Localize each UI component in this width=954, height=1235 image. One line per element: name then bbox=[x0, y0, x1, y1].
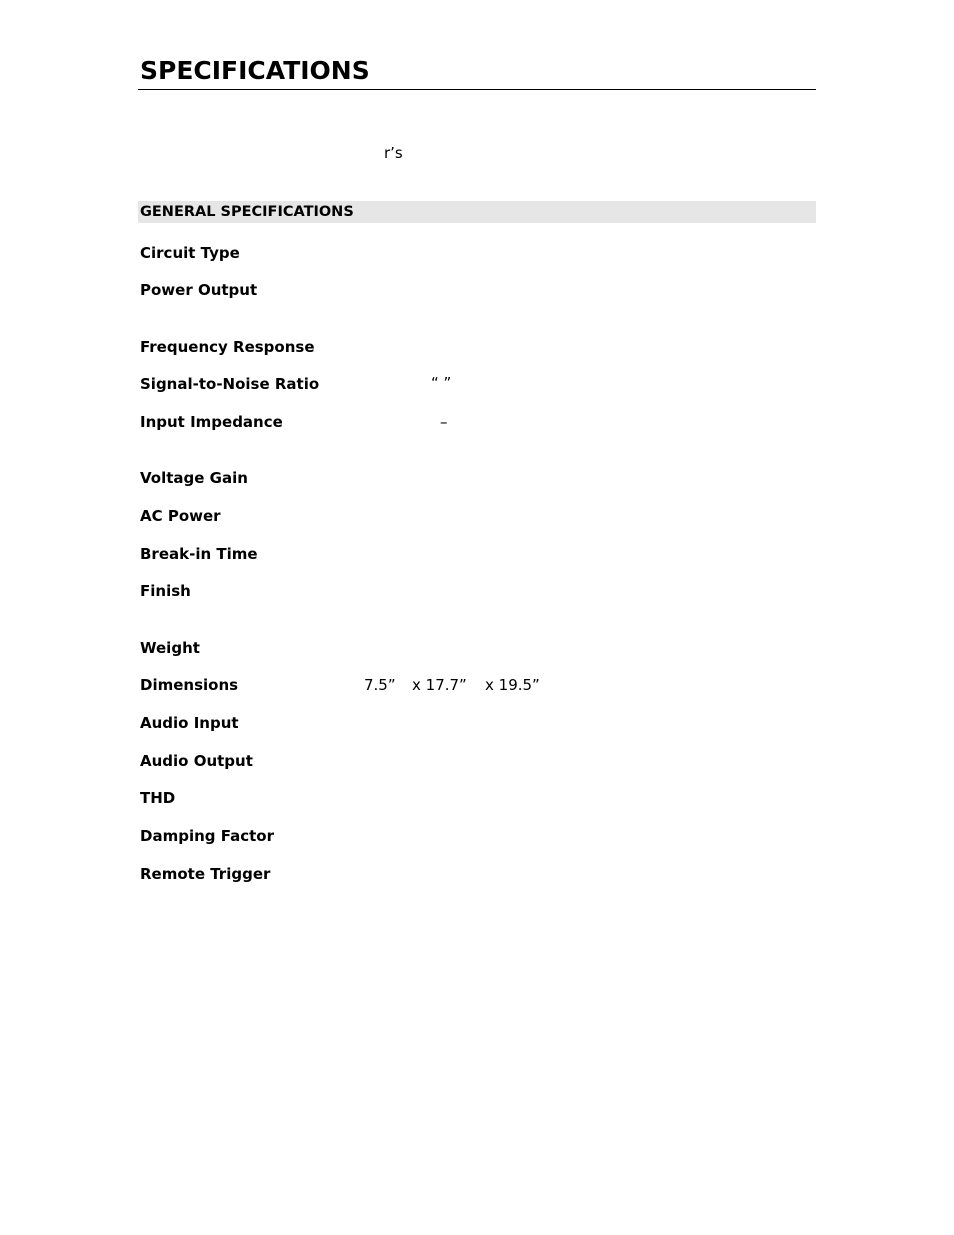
intro-text-fragment: r’s bbox=[384, 144, 403, 162]
page-title: SPECIFICATIONS bbox=[140, 56, 370, 85]
section-heading: GENERAL SPECIFICATIONS bbox=[140, 204, 354, 220]
dimension-width-value: x 17.7” bbox=[412, 676, 467, 694]
spec-label-break-in-time: Break-in Time bbox=[140, 545, 258, 563]
spec-label-frequency-response: Frequency Response bbox=[140, 338, 315, 356]
spec-label-remote-trigger: Remote Trigger bbox=[140, 865, 271, 883]
spec-label-input-impedance: Input Impedance bbox=[140, 413, 283, 431]
dimension-height-value: 7.5” bbox=[364, 676, 396, 694]
spec-label-signal-to-noise: Signal-to-Noise Ratio bbox=[140, 375, 320, 393]
title-divider bbox=[138, 89, 816, 90]
spec-label-circuit-type: Circuit Type bbox=[140, 244, 240, 262]
spec-value-signal-to-noise: “ ” bbox=[431, 374, 452, 392]
spec-label-thd: THD bbox=[140, 789, 176, 807]
dimension-depth-value: x 19.5” bbox=[485, 676, 540, 694]
spec-label-power-output: Power Output bbox=[140, 281, 258, 299]
spec-label-dimensions: Dimensions bbox=[140, 676, 239, 694]
spec-label-voltage-gain: Voltage Gain bbox=[140, 469, 248, 487]
spec-value-input-impedance: – bbox=[440, 413, 448, 431]
spec-label-audio-input: Audio Input bbox=[140, 714, 239, 732]
spec-label-audio-output: Audio Output bbox=[140, 752, 253, 770]
spec-label-damping-factor: Damping Factor bbox=[140, 827, 274, 845]
spec-label-finish: Finish bbox=[140, 582, 191, 600]
spec-label-ac-power: AC Power bbox=[140, 507, 221, 525]
spec-label-weight: Weight bbox=[140, 639, 200, 657]
section-header-bar bbox=[138, 201, 816, 223]
